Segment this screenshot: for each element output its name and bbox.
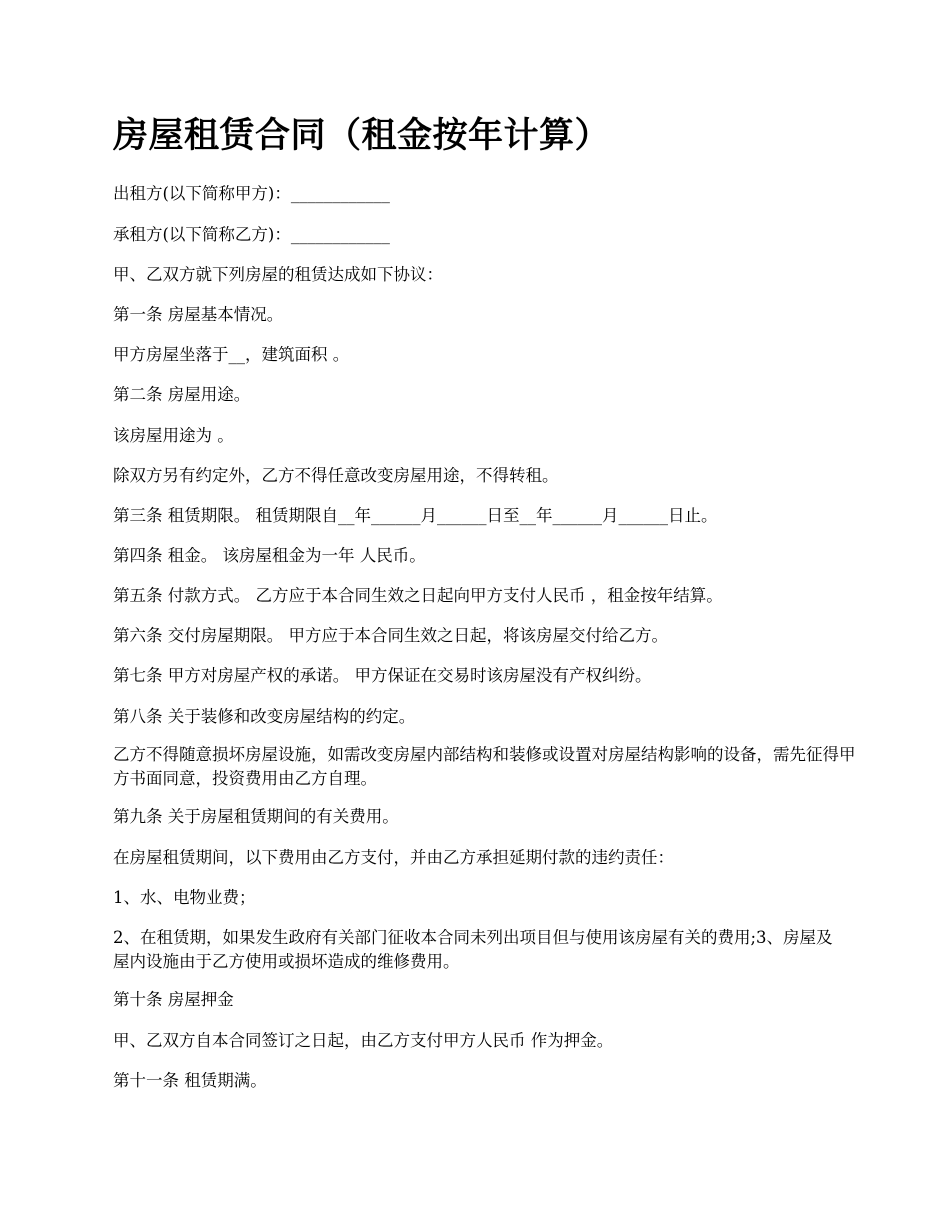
article-10-body: 甲、乙双方自本合同签订之日起，由乙方支付甲方人民币 作为押金。	[113, 1031, 614, 1050]
article-2-body: 该房屋用途为 。	[113, 426, 234, 445]
article-7-title-warranty: 第七条 甲方对房屋产权的承诺。 甲方保证在交易时该房屋没有产权纠纷。	[113, 666, 652, 685]
article-3-term: 第三条 租赁期限。 租赁期限自__年______月______日至__年______月______日止。	[113, 506, 718, 525]
article-9-item-1: 1、水、电物业费；	[113, 888, 256, 907]
article-10-heading: 第十条 房屋押金	[113, 990, 234, 1009]
article-2-restriction: 除双方另有约定外，乙方不得任意改变房屋用途，不得转租。	[113, 466, 559, 485]
article-1-body: 甲方房屋坐落于__，建筑面积 。	[113, 345, 350, 364]
article-1-heading: 第一条 房屋基本情况。	[113, 305, 284, 324]
article-2-heading: 第二条 房屋用途。	[113, 385, 251, 404]
article-9-intro: 在房屋租赁期间，以下费用由乙方支付，并由乙方承担延期付款的违约责任：	[113, 848, 674, 867]
article-5-payment: 第五条 付款方式。 乙方应于本合同生效之日起向甲方支付人民币 ，租金按年结算。	[113, 586, 723, 605]
article-11-heading: 第十一条 租赁期满。	[113, 1071, 267, 1090]
article-8-heading: 第八条 关于装修和改变房屋结构的约定。	[113, 707, 416, 726]
article-8-body: 乙方不得随意损坏房屋设施，如需改变房屋内部结构和装修或设置对房屋结构影响的设备，需先征得甲方书面同意，投资费用由乙方自理。	[113, 745, 856, 788]
article-9-heading: 第九条 关于房屋租赁期间的有关费用。	[113, 807, 399, 826]
article-4-rent: 第四条 租金。 该房屋租金为一年 人民币。	[113, 546, 426, 565]
lessor-line: 出租方(以下简称甲方)：____________	[113, 184, 390, 203]
document-title: 房屋租赁合同（租金按年计算）	[113, 115, 611, 156]
article-6-delivery: 第六条 交付房屋期限。 甲方应于本合同生效之日起，将该房屋交付给乙方。	[113, 626, 668, 645]
article-9-items-2-3: 2、在租赁期，如果发生政府有关部门征收本合同未列出项目但与使用该房屋有关的费用;3、房屋及屋内设施由于乙方使用或损坏造成的维修费用。	[113, 928, 833, 971]
agreement-intro: 甲、乙双方就下列房屋的租赁达成如下协议：	[113, 265, 443, 284]
lessee-line: 承租方(以下简称乙方)：____________	[113, 225, 390, 244]
